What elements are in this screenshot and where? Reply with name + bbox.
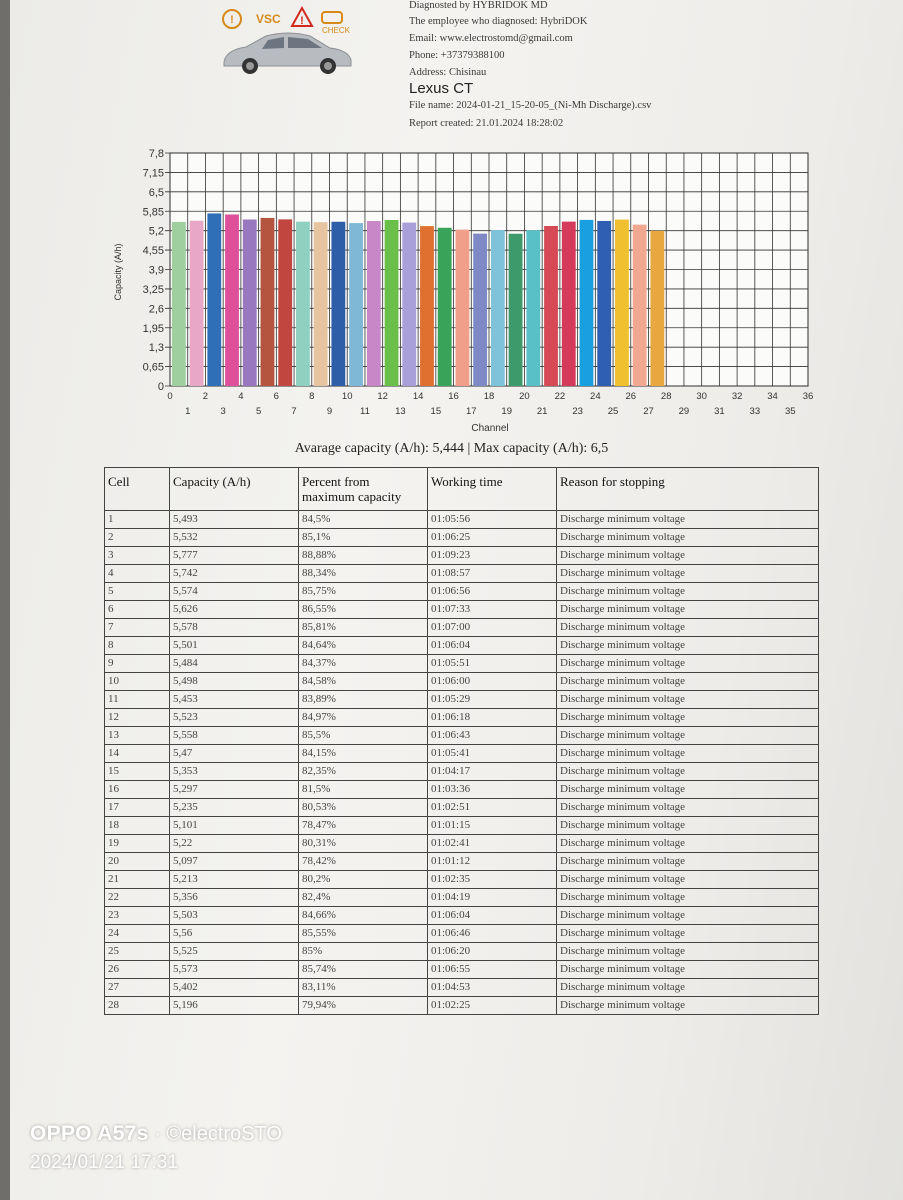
table-row <box>105 709 819 727</box>
x-tick-label: 3 <box>220 406 226 417</box>
cell-number: 5 <box>105 583 170 601</box>
cell-number: 2 <box>105 529 170 547</box>
table-row <box>105 583 819 601</box>
bar-channel-23 <box>562 222 576 386</box>
y-axis-ticks <box>143 148 164 393</box>
bar-channel-4 <box>225 214 239 386</box>
cell-capacity: 5,356 <box>170 889 299 907</box>
x-tick-label: 16 <box>448 391 459 402</box>
cell-capacity: 5,777 <box>170 547 299 565</box>
cell-capacity: 5,484 <box>170 655 299 673</box>
cell-working-time: 01:01:12 <box>428 853 557 871</box>
cell-reason: Discharge minimum voltage <box>557 781 819 799</box>
cell-reason: Discharge minimum voltage <box>557 637 819 655</box>
cell-capacity: 5,574 <box>170 583 299 601</box>
cell-working-time: 01:04:19 <box>428 889 557 907</box>
y-tick-label: 1,95 <box>142 322 164 335</box>
watermark-separator: · <box>148 1123 167 1145</box>
bar-channel-22 <box>544 226 558 386</box>
cell-capacity: 5,353 <box>170 763 299 781</box>
cell-percent: 80,53% <box>299 799 428 817</box>
cell-number: 19 <box>105 835 170 853</box>
cell-reason: Discharge minimum voltage <box>557 997 819 1015</box>
file-name: File name: 2024-01-21_15-20-05_(Ni-Mh Discharge).csv <box>409 100 652 111</box>
cell-reason: Discharge minimum voltage <box>557 547 819 565</box>
cell-capacity: 5,503 <box>170 907 299 925</box>
car-model: Lexus CT <box>409 80 474 97</box>
cell-reason: Discharge minimum voltage <box>557 961 819 979</box>
x-tick-label: 24 <box>590 391 601 402</box>
cell-capacity: 5,097 <box>170 853 299 871</box>
cell-reason: Discharge minimum voltage <box>557 583 819 601</box>
cell-number: 1 <box>105 511 170 529</box>
cell-capacity: 5,297 <box>170 781 299 799</box>
x-tick-label: 21 <box>536 406 548 417</box>
cell-percent: 78,47% <box>299 817 428 835</box>
camera-watermark <box>30 1122 282 1174</box>
bar-channel-3 <box>207 213 221 386</box>
x-tick-label: 10 <box>341 391 353 402</box>
table-row <box>105 745 819 763</box>
bar-channel-27 <box>633 225 647 386</box>
cell-reason: Discharge minimum voltage <box>557 853 819 871</box>
cell-reason: Discharge minimum voltage <box>557 799 819 817</box>
svg-text:!: ! <box>300 15 304 27</box>
table-row <box>105 799 819 817</box>
bar-channel-14 <box>402 223 416 386</box>
cell-number: 23 <box>105 907 170 925</box>
cell-number: 12 <box>105 709 170 727</box>
table-row <box>105 943 819 961</box>
check-label: CHECK <box>322 26 351 35</box>
cell-number: 17 <box>105 799 170 817</box>
table-row <box>105 655 819 673</box>
cell-reason: Discharge minimum voltage <box>557 979 819 997</box>
cell-working-time: 01:05:41 <box>428 745 557 763</box>
bar-channel-2 <box>190 221 204 386</box>
cell-number: 28 <box>105 997 170 1015</box>
table-row <box>105 565 819 583</box>
cell-capacity: 5,558 <box>170 727 299 745</box>
cell-reason: Discharge minimum voltage <box>557 655 819 673</box>
cell-capacity: 5,453 <box>170 691 299 709</box>
table-row <box>105 601 819 619</box>
cell-working-time: 01:05:56 <box>428 511 557 529</box>
cell-capacity: 5,493 <box>170 511 299 529</box>
col-cell: Cell <box>105 468 170 511</box>
cell-capacity: 5,213 <box>170 871 299 889</box>
cell-percent: 85,1% <box>299 529 428 547</box>
cell-number: 8 <box>105 637 170 655</box>
cell-number: 16 <box>105 781 170 799</box>
x-tick-label: 32 <box>731 391 743 402</box>
cell-working-time: 01:06:55 <box>428 961 557 979</box>
y-axis-label: Capacity (A/h) <box>113 243 123 301</box>
cell-reason: Discharge minimum voltage <box>557 691 819 709</box>
x-tick-label: 9 <box>326 406 333 417</box>
col-reason: Reason for stopping <box>557 468 819 511</box>
cell-working-time: 01:06:18 <box>428 709 557 727</box>
bar-channel-25 <box>597 221 611 386</box>
email: Email: www.electrostomd@gmail.com <box>409 33 573 44</box>
cell-reason: Discharge minimum voltage <box>557 835 819 853</box>
y-tick-label: 5,2 <box>148 225 164 238</box>
x-tick-label: 25 <box>607 406 619 417</box>
table-row <box>105 835 819 853</box>
table-row <box>105 547 819 565</box>
bar-channel-1 <box>172 222 186 386</box>
cell-working-time: 01:02:51 <box>428 799 557 817</box>
table-header-row <box>105 468 819 511</box>
cell-percent: 85% <box>299 943 428 961</box>
cell-number: 20 <box>105 853 170 871</box>
cell-percent: 78,42% <box>299 853 428 871</box>
cell-percent: 86,55% <box>299 601 428 619</box>
cell-percent: 80,31% <box>299 835 428 853</box>
cell-reason: Discharge minimum voltage <box>557 619 819 637</box>
watermark-handle: ©electroSTO <box>166 1123 282 1145</box>
x-tick-label: 13 <box>395 406 406 417</box>
cell-working-time: 01:02:25 <box>428 997 557 1015</box>
cell-percent: 83,11% <box>299 979 428 997</box>
cell-percent: 85,74% <box>299 961 428 979</box>
x-tick-label: 28 <box>660 391 672 402</box>
cell-number: 13 <box>105 727 170 745</box>
cell-reason: Discharge minimum voltage <box>557 529 819 547</box>
bar-channel-6 <box>261 218 275 386</box>
cell-capacity: 5,101 <box>170 817 299 835</box>
bar-channel-10 <box>331 222 345 386</box>
col-capacity: Capacity (A/h) <box>170 468 299 511</box>
bar-channel-20 <box>509 234 523 386</box>
cell-percent: 84,5% <box>299 511 428 529</box>
x-tick-label: 18 <box>483 391 495 402</box>
table-row <box>105 673 819 691</box>
cell-working-time: 01:03:36 <box>428 781 557 799</box>
cell-percent: 80,2% <box>299 871 428 889</box>
cell-working-time: 01:06:04 <box>428 637 557 655</box>
phone-brand: OPPO A57s <box>30 1122 149 1145</box>
cell-reason: Discharge minimum voltage <box>557 565 819 583</box>
cell-working-time: 01:06:00 <box>428 673 557 691</box>
bar-channel-16 <box>438 228 452 386</box>
bar-channel-24 <box>580 220 594 386</box>
cell-capacity: 5,56 <box>170 925 299 943</box>
bar-channel-28 <box>650 231 664 386</box>
cell-capacity: 5,196 <box>170 997 299 1015</box>
x-tick-label: 36 <box>802 391 814 402</box>
employee: The employee who diagnosed: HybriDOK <box>409 16 588 27</box>
y-tick-label: 3,25 <box>142 283 164 296</box>
table-row <box>105 925 819 943</box>
cell-working-time: 01:08:57 <box>428 565 557 583</box>
cell-number: 4 <box>105 565 170 583</box>
cell-reason: Discharge minimum voltage <box>557 745 819 763</box>
cell-number: 3 <box>105 547 170 565</box>
table-row <box>105 853 819 871</box>
x-tick-label: 6 <box>273 391 279 402</box>
cell-capacity: 5,523 <box>170 709 299 727</box>
cell-number: 6 <box>105 601 170 619</box>
cell-working-time: 01:06:20 <box>428 943 557 961</box>
x-tick-label: 12 <box>377 391 388 402</box>
bar-channel-19 <box>491 230 505 386</box>
cell-capacity: 5,578 <box>170 619 299 637</box>
y-tick-label: 6,5 <box>148 186 164 199</box>
cell-capacity: 5,22 <box>170 835 299 853</box>
y-tick-label: 2,6 <box>148 303 164 316</box>
cell-number: 9 <box>105 655 170 673</box>
cell-percent: 85,5% <box>299 727 428 745</box>
y-tick-label: 7,8 <box>148 148 164 160</box>
cell-working-time: 01:06:04 <box>428 907 557 925</box>
cell-percent: 84,37% <box>299 655 428 673</box>
table-row <box>105 691 819 709</box>
cell-capacity: 5,501 <box>170 637 299 655</box>
x-tick-label: 34 <box>767 391 778 402</box>
cell-reason: Discharge minimum voltage <box>557 943 819 961</box>
cell-reason: Discharge minimum voltage <box>557 727 819 745</box>
col-percent: Percent from maximum capacity <box>299 468 428 511</box>
bar-channel-17 <box>456 230 470 386</box>
cell-number: 25 <box>105 943 170 961</box>
cell-percent: 83,89% <box>299 691 428 709</box>
cell-number: 24 <box>105 925 170 943</box>
x-tick-label: 7 <box>291 406 297 417</box>
bar-channel-9 <box>314 222 328 386</box>
report-created: Report created: 21.01.2024 18:28:02 <box>409 118 564 129</box>
x-tick-label: 22 <box>554 391 566 402</box>
table-row <box>105 727 819 745</box>
cell-capacity: 5,626 <box>170 601 299 619</box>
cell-working-time: 01:06:25 <box>428 529 557 547</box>
bar-channel-21 <box>526 230 540 386</box>
cell-working-time: 01:09:23 <box>428 547 557 565</box>
cell-reason: Discharge minimum voltage <box>557 709 819 727</box>
cell-working-time: 01:04:53 <box>428 979 557 997</box>
cell-percent: 85,75% <box>299 583 428 601</box>
cell-reason: Discharge minimum voltage <box>557 763 819 781</box>
cell-percent: 84,58% <box>299 673 428 691</box>
x-tick-label: 4 <box>238 391 244 402</box>
cell-number: 22 <box>105 889 170 907</box>
cell-reason: Discharge minimum voltage <box>557 511 819 529</box>
x-tick-label: 8 <box>309 391 315 402</box>
bar-channel-7 <box>278 219 292 386</box>
cell-percent: 88,34% <box>299 565 428 583</box>
table-row <box>105 637 819 655</box>
y-tick-label: 0,65 <box>142 361 164 374</box>
table-row <box>105 529 819 547</box>
x-tick-label: 0 <box>167 391 173 402</box>
y-tick-label: 4,55 <box>142 245 164 258</box>
x-tick-label: 31 <box>714 406 725 417</box>
x-tick-label: 35 <box>784 406 796 417</box>
cell-capacity: 5,525 <box>170 943 299 961</box>
cell-capacity: 5,235 <box>170 799 299 817</box>
y-tick-label: 3,9 <box>148 264 164 277</box>
x-tick-label: 29 <box>678 406 690 417</box>
cell-percent: 85,55% <box>299 925 428 943</box>
cells-table <box>104 467 819 1015</box>
x-tick-label: 11 <box>360 406 370 417</box>
cell-number: 26 <box>105 961 170 979</box>
bar-channel-12 <box>367 221 381 386</box>
x-axis-label: Channel <box>471 423 509 434</box>
x-tick-label: 19 <box>501 406 513 417</box>
cell-number: 27 <box>105 979 170 997</box>
table-row <box>105 781 819 799</box>
table-row <box>105 511 819 529</box>
cell-percent: 88,88% <box>299 547 428 565</box>
cell-reason: Discharge minimum voltage <box>557 907 819 925</box>
cell-working-time: 01:05:51 <box>428 655 557 673</box>
bar-channel-5 <box>243 219 257 386</box>
cell-number: 11 <box>105 691 170 709</box>
cell-reason: Discharge minimum voltage <box>557 601 819 619</box>
y-tick-label: 5,85 <box>142 206 164 219</box>
cell-number: 21 <box>105 871 170 889</box>
bar-channel-26 <box>615 220 629 386</box>
cell-working-time: 01:06:46 <box>428 925 557 943</box>
cell-percent: 82,4% <box>299 889 428 907</box>
cell-reason: Discharge minimum voltage <box>557 925 819 943</box>
table-row <box>105 889 819 907</box>
table-row <box>105 979 819 997</box>
x-tick-label: 23 <box>572 406 583 417</box>
x-tick-label: 33 <box>749 406 761 417</box>
table-row <box>105 907 819 925</box>
bar-channel-8 <box>296 222 310 386</box>
x-tick-label: 26 <box>625 391 637 402</box>
cell-number: 7 <box>105 619 170 637</box>
y-tick-label: 1,3 <box>148 342 164 355</box>
capacity-chart <box>0 0 903 440</box>
cell-percent: 84,97% <box>299 709 428 727</box>
cell-capacity: 5,402 <box>170 979 299 997</box>
x-tick-label: 14 <box>412 391 424 402</box>
bar-channel-15 <box>420 226 434 386</box>
cell-reason: Discharge minimum voltage <box>557 889 819 907</box>
cell-reason: Discharge minimum voltage <box>557 817 819 835</box>
cell-number: 15 <box>105 763 170 781</box>
cell-working-time: 01:02:35 <box>428 871 557 889</box>
table-row <box>105 871 819 889</box>
cell-working-time: 01:06:43 <box>428 727 557 745</box>
diagnosed-by: Diagnosted by HYBRIDOK MD <box>409 0 548 11</box>
cell-percent: 84,64% <box>299 637 428 655</box>
table-row <box>105 763 819 781</box>
cell-reason: Discharge minimum voltage <box>557 673 819 691</box>
address: Address: Chisinau <box>409 67 487 78</box>
capacity-summary: Avarage capacity (A/h): 5,444 | Max capacity (A/h): 6,5 <box>294 441 609 456</box>
table-row <box>105 619 819 637</box>
cell-percent: 84,15% <box>299 745 428 763</box>
cell-capacity: 5,573 <box>170 961 299 979</box>
cell-percent: 81,5% <box>299 781 428 799</box>
x-axis-ticks <box>167 391 813 417</box>
table-row <box>105 961 819 979</box>
vsc-label: VSC <box>256 12 281 26</box>
photo-datetime: 2024/01/21 17:31 <box>30 1152 178 1173</box>
x-tick-label: 15 <box>430 406 442 417</box>
cell-percent: 84,66% <box>299 907 428 925</box>
y-tick-label: 7,15 <box>142 167 164 180</box>
cell-working-time: 01:05:29 <box>428 691 557 709</box>
cell-working-time: 01:07:00 <box>428 619 557 637</box>
x-tick-label: 30 <box>696 391 707 402</box>
cell-working-time: 01:07:33 <box>428 601 557 619</box>
bar-channel-11 <box>349 223 363 386</box>
cell-capacity: 5,47 <box>170 745 299 763</box>
cell-capacity: 5,532 <box>170 529 299 547</box>
cell-working-time: 01:02:41 <box>428 835 557 853</box>
cell-percent: 85,81% <box>299 619 428 637</box>
bar-channel-13 <box>385 220 399 386</box>
x-tick-label: 5 <box>255 406 262 417</box>
phone: Phone: +37379388100 <box>409 50 505 61</box>
cell-capacity: 5,498 <box>170 673 299 691</box>
x-tick-label: 1 <box>185 406 191 417</box>
svg-text:!: ! <box>230 14 234 26</box>
cell-capacity: 5,742 <box>170 565 299 583</box>
cell-working-time: 01:04:17 <box>428 763 557 781</box>
cell-percent: 79,94% <box>299 997 428 1015</box>
x-tick-label: 20 <box>519 391 530 402</box>
x-tick-label: 2 <box>202 391 209 402</box>
cell-reason: Discharge minimum voltage <box>557 871 819 889</box>
table-row <box>105 997 819 1015</box>
x-tick-label: 27 <box>643 406 654 417</box>
cell-number: 10 <box>105 673 170 691</box>
y-tick-label: 0 <box>157 381 164 393</box>
table-row <box>105 817 819 835</box>
cell-number: 14 <box>105 745 170 763</box>
cell-working-time: 01:01:15 <box>428 817 557 835</box>
cell-percent: 82,35% <box>299 763 428 781</box>
col-working-time: Working time <box>428 468 557 511</box>
x-tick-label: 17 <box>465 406 477 417</box>
bar-channel-18 <box>473 234 487 386</box>
cell-working-time: 01:06:56 <box>428 583 557 601</box>
cell-number: 18 <box>105 817 170 835</box>
